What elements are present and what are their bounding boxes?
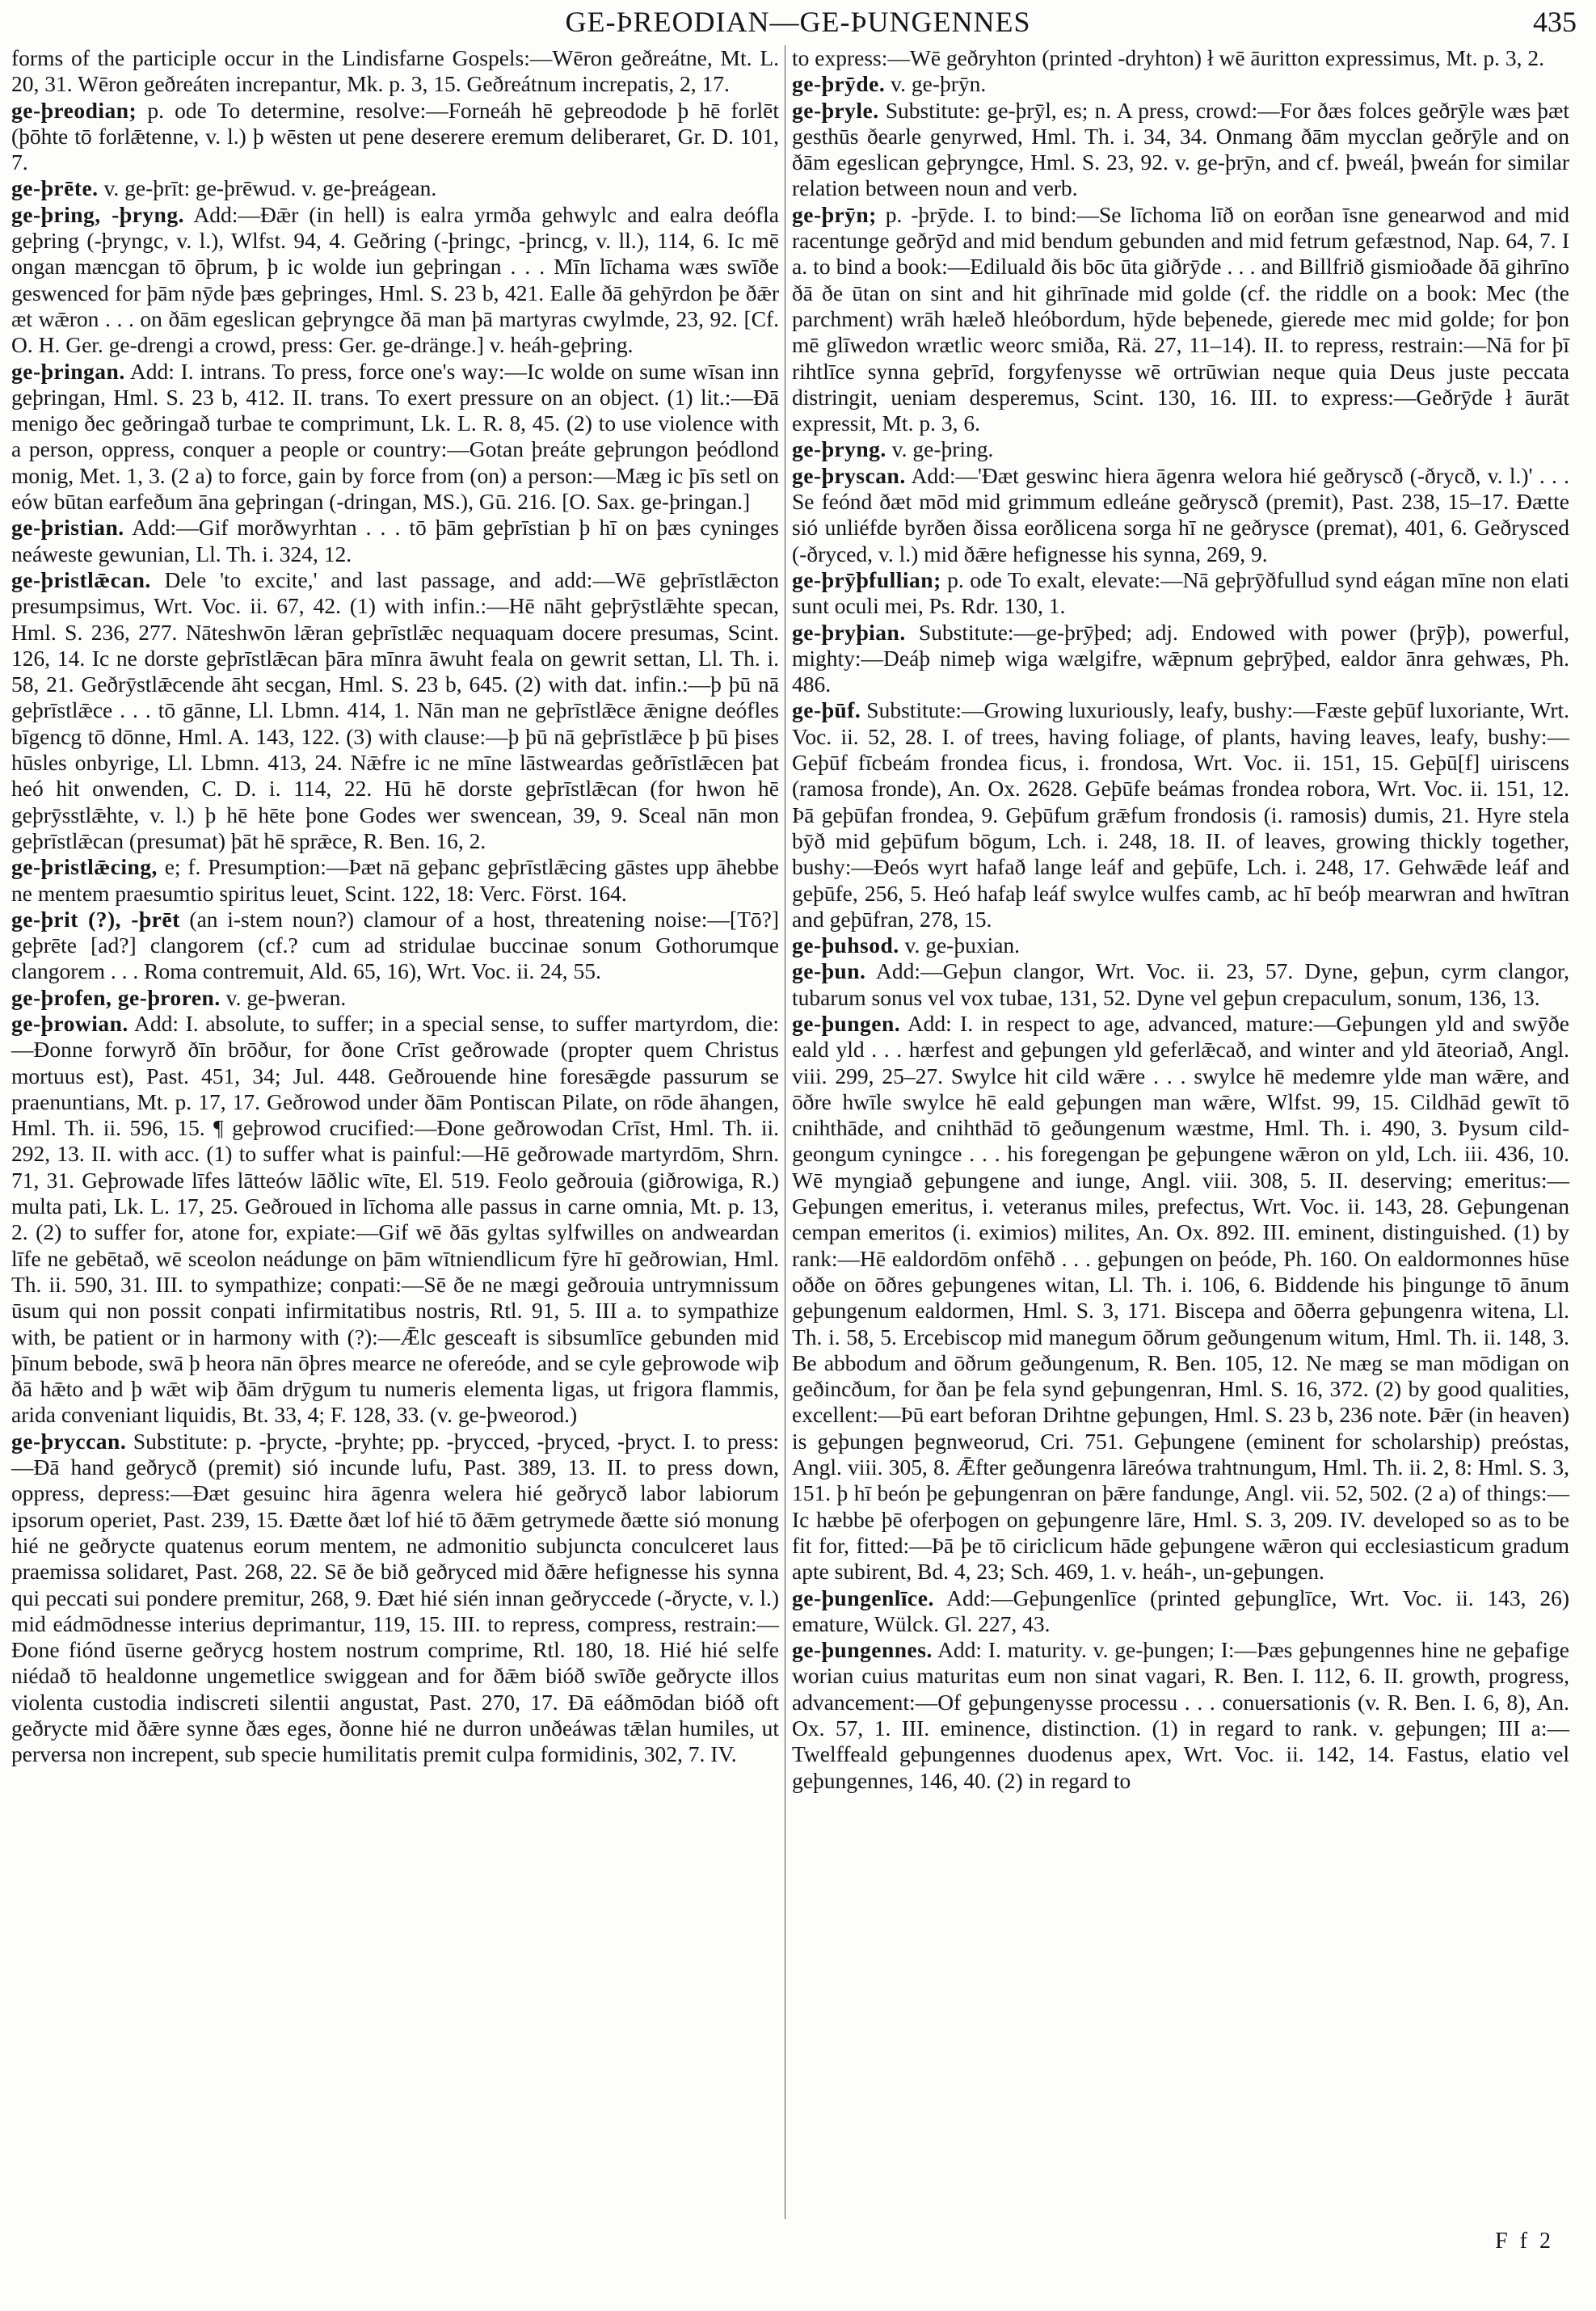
dictionary-entry [792,202,1569,437]
entry-body: v. ge-þring. [886,436,994,462]
entry-body: forms of the participle occur in the Lindisfarne Gospels:—Wēron geðreátne, Mt. L. 20, 31. Wēron geðreáten increpantur, Mk. p. 3, 15. Geðreátnum increpatis, 2, 17. [11,45,779,97]
dictionary-entry [11,567,779,854]
entry-headword: ge-þring, -þryng. [11,201,184,227]
dictionary-entry [11,1011,779,1429]
dictionary-entry [792,620,1569,698]
left-column [11,45,779,2227]
entry-body: p. ode To determine, resolve:—Forneáh hē geþreodode þ hē forlēt (þōhte tō forlǣtenne, v. l.) þ wēsten ut pene deserere eremum deliberaret, Gr. D. 101, 7. [11,97,779,175]
entry-body: Dele 'to excite,' and last passage, and add:—Wē geþrīstlǣcton presumpsimus, Wrt. Voc. ii. 67, 42. (1) with infin.:—Hē nāht geþrȳstlǣhte specan, Hml. S. 236, 277. Nāteshwōn lǣran geþrīstlǣc nequaquam docere presumas, Scint. 126, 14. Ic ne dorste geþrīstlǣcan þāra mīnra āwuht feala on gewrit settan, Ll. Th. i. 58, 21. Geðrȳstlǣcende āht secgan, Hml. S. 23 b, 645. (2) with dat. infin.:—þ þū nā geþrīstlǣce . . . tō gānne, Ll. Lbmn. 414, 1. Nān man ne geþrīstlǣce ǣnigne deófles bīgencg tō dōnne, Hml. A. 143, 122. (3) with clause:—þ þū nā geþrīstlǣce þ þū þises hūsles onbyrige, Ll. Lbmn. 413, 24. Nǣfre ic ne mīne lāstweardas geðrīstlǣcen þat heó hit onwenden, C. D. i. 114, 22. Hū hē dorste geþrīstlǣcan (for hwon hē geþrȳsstlǣhte, v. l.) þ hē hēte þone Godes wer swencean, 39, 9. Sceal nān mon geþrīstlǣcan (presumat) þāt hē sprǣce, R. Ben. 16, 2. [11,566,779,853]
entry-headword: ge-þūf. [792,697,861,723]
entry-headword: ge-þringan. [11,358,125,384]
entry-body: to express:—Wē geðryhton (printed -dryhton) ł wē āuritton expressimus, Mt. p. 3, 2. [792,45,1544,70]
entry-headword: ge-þungennes. [792,1637,933,1663]
entry-body: p. -þrȳde. I. to bind:—Se līchoma līð on eorðan īsne genearwod and mid racentunge geðrȳd and mid bendum gebunden and mid fetrum gefæstnod, Nap. 64, 7. I a. to bind a book:—Ediluald ðis bōc ūta giðrȳde . . . and Billfrið gismioðade ðā gihrīno ðā ðe ūtan on sint and hit gihrīnade mid golde (cf. the riddle on a book: Mec (the parchment) wrāh hæleð hleóbordum, hȳde beþenede, gierede mec mid golde; for þon mē glīwedon wrætlic weorc smiða, Rä. 27, 11–14). II. to repress, restrain:—Nā for þī rihtlīce synna geþrīd, forgyfenysse wē ortrūwian neque quia Deus juste peccata distringit, ueniam desperemus, Scint. 130, 16. III. to express:—Geðrȳde ł āurāt expressit, Mt. p. 3, 6. [792,201,1569,436]
entry-headword: ge-þryng. [792,436,886,462]
entry-body: Add: I. intrans. To press, force one's way:—Ic wolde on sume wīsan inn geþringan, Hml. S. 23 b, 412. II. trans. To exert pressure on an object. (1) lit.:—Ðā menigo ðec geðringað turbae te comprimunt, Lk. L. R. 8, 45. (2) to use violence with a person, oppress, conquer a people or country:—Gotan þreáte geþrungon þeódlond monig, Met. 1, 3. (2 a) to force, gain by force from (on) a person:—Mæg ic þīs setl on eów būtan earfeðum āna geþringan (-dringan, MS.), Gū. 216. [O. Sax. ge-þringan.] [11,358,779,515]
entry-body: v. ge-þweran. [220,984,347,1010]
entry-body: Substitute:—Growing luxuriously, leafy, bushy:—Fæste geþūf luxoriante, Wrt. Voc. ii. 52, 28. I. of trees, having foliage, of plants, having leaves, leafy, bushy:—Geþūf fīcbeám frondea ficus, i. frondosa, Wrt. Voc. ii. 151, 15. Geþū[f] uiriscens (ramosa fronde), An. Ox. 2628. Geþūfe beámas frondea robora, Wrt. Voc. ii. 151, 12. Þā geþūfan frondea, 9. Geþūfum grǣfum frondosis (i. ramosis) dumis, 21. Hyre stela bȳð mid geþūfum bōgum, Lch. i. 248, 18. II. of leaves, growing thickly together, bushy:—Ðeós wyrt hafað lange leáf and geþūfe, Lch. i. 248, 17. Gehwǣde leáf and geþūfe, 256, 5. Heó hafaþ leáf swylce wulfes camb, ac hī beóþ mearwran and hwītran and geþūfran, 278, 15. [792,697,1569,932]
dictionary-entry [792,697,1569,932]
entry-body: Add:—Gif morðwyrhtan . . . tō þām geþrīstian þ hī on þæs cyninges neáweste gewunian, Ll. Th. i. 324, 12. [11,515,779,566]
entry-body: v. ge-þrȳn. [885,71,987,97]
entry-body: v. ge-þrīt: ge-þrēwud. v. ge-þreágean. [98,175,437,201]
entry-headword: ge-þrowian. [11,1010,128,1036]
dictionary-entry [11,98,779,176]
entry-headword: ge-þristlǣcan. [11,566,151,592]
dictionary-entry [792,45,1569,71]
entry-headword: ge-þristlǣcing, [11,854,158,880]
dictionary-entry [792,567,1569,620]
entry-body: Add:—'Ðæt geswinc hiera āgenra welora hié geðryscð (-ðrycð, v. l.)' . . . Se feónd ðæt mōd mid grimmum edleáne geðryscð (premit), Past. 238, 15–17. Ðætte sió unliéfde byrðen ðissa eorðlicena sorga hī ne geðrysce (premat), 401, 6. Geðrysced (-ðryced, v. l.) mid ðǣre hefignesse his synna, 269, 9. [792,462,1569,566]
entry-headword: ge-þrofen, ge-þroren. [11,984,221,1010]
entry-body: Add: I. maturity. v. ge-þungen; I:—Þæs geþungennes hine ne geþafige worian cuius maturitas eum non sinat vagari, R. Ben. I. 112, 6. II. growth, progress, advancement:—Of geþungenysse processu . . . conuersationis (v. R. Ben. I. 6, 8), An. Ox. 57, 1. III. eminence, distinction. (1) in regard to rank. v. geþungen; III a:—Twelffeald geþungennes duodenus apex, Wrt. Voc. ii. 142, 14. Fastus, elatio vel geþungennes, 146, 40. (2) in regard to [792,1637,1569,1793]
entry-body: Substitute: ge-þrȳl, es; n. A press, crowd:—For ðæs folces geðrȳle wæs þæt gesthūs ðearle genyrwed, Hml. Th. i. 34, 34. Onmang ðām mycclan geðrȳle and on ðām egeslican geþryngce, Hml. S. 23, 92. v. ge-þrȳn, and cf. þweál, þweán for similar relation between noun and verb. [792,97,1569,201]
entry-body: Add:—Geþun clangor, Wrt. Voc. ii. 23, 57. Dyne, geþun, cyrm clangor, tubarum sonus vel vox tubae, 131, 52. Dyne vel geþun crepaculum, sonum, 136, 13. [792,958,1569,1010]
dictionary-entry [792,932,1569,958]
entry-headword: ge-þun. [792,958,866,984]
entry-headword: ge-þungenlīce. [792,1585,934,1610]
entry-headword: ge-þreodian; [11,97,137,123]
entry-headword: ge-þrȳþfullian; [792,566,941,592]
entry-headword: ge-þryle. [792,97,879,123]
entry-body: v. ge-þuxian. [899,932,1021,958]
entry-body: p. ode To exalt, elevate:—Nā geþrȳðfullud synd eágan mīne non elati sunt oculi mei, Ps. Rdr. 130, 1. [792,566,1569,619]
header-title: GE-ÞREODIAN—GE-ÞUNGENNES [565,6,1031,38]
entry-headword: ge-þrȳde. [792,71,886,97]
entry-body: e; f. Presumption:—Þæt nā geþanc geþrīstlǣcing gāstes upp āhebbe ne mentem praesumtio spiritus leuet, Scint. 122, 18: Verc. Först. 164. [11,854,779,906]
entry-body: Add:—Geþungenlīce (printed geþunglīce, Wrt. Voc. ii. 143, 26) emature, Wülck. Gl. 227, 43. [792,1585,1569,1636]
dictionary-entry [11,515,779,567]
entry-headword: ge-þrȳn; [792,201,877,227]
entry-body: Add: I. in respect to age, advanced, mature:—Geþungen yld and swȳðe eald yld . . . hærfest and geþungen yld geferlǣcað, and winter and yld āteoriað, Angl. viii. 299, 25–27. Swylce hit cild wǣre . . . swylce hē medemre ylde man wǣre, and ōðre hwīle swylce hē eald geþungen man wǣre, Wlfst. 99, 15. Cildhād gewīt tō cnihthāde, and cnihthād tō geðungenum wæstme, Hml. Th. i. 490, 3. Þysum cild-geongum cyningce . . . his foregengan þe geþungene wǣron on yld, Lch. iii. 436, 10. Wē myngiað geþungene and iunge, Angl. viii. 308, 5. II. deserving; emeritus:—Geþungen emeritus, i. veteranus miles, prefectus, Wrt. Voc. ii. 143, 28. Geþungenan cempan emeritos (i. eximios) milites, An. Ox. 892. III. eminent, distinguished. (1) by rank:—Hē ealdordōm onfēhð . . . geþungen on þeóde, Ph. 160. On ealdormonnes hūse oððe on ōðres geþungenes witan, Ll. Th. i. 106, 6. Biddende his þingunge tō ānum geþungenum ealdormen, Hml. S. 3, 171. Biscepa and ōðerra geþungenra witena, Ll. Th. i. 58, 5. Ercebiscop mid manegum ōðrum geðungenum witum, Hml. Th. ii. 148, 3. Be abbodum and ōðrum geðungenum, R. Ben. 105, 12. Ne mæg se man mōdigan on geðincðum, for ðan þe fela synd geþungenran, Hml. S. 16, 372. (2) by good qualities, excellent:—Þū eart beforan Drihtne geþungen, Hml. S. 23 b, 236 note. Þǣr (in heaven) is geþungen þegnweorud, Cri. 751. Geþungene (eminent for scholarship) preóstas, Angl. viii. 305, 8. Ǣfter geðungenra lāreówa trahtnungum, Hml. Th. ii. 2, 8: Hml. S. 3, 151. þ hī beón þe geþungenran on þǣre fandunge, Angl. vii. 52, 502. (2 a) of things:—Ic hæbbe þē oferþogen on geþungenre lāre, Hml. S. 3, 209. IV. developed so as to be fit for, fitted:—Þā þe tō ciriclicum hāde geþungene wǣron qui ecclesiasticum gradum apte subirent, Bd. 4, 23; Sch. 469, 1. v. heáh-, un-geþungen. [792,1010,1569,1585]
dictionary-entry [11,1429,779,1768]
entry-headword: ge-þrit (?), -þrēt [11,906,180,932]
dictionary-entry [792,958,1569,1011]
page-number: 435 [1533,6,1577,38]
dictionary-entry [792,98,1569,202]
dictionary-entry [792,436,1569,462]
dictionary-entry [11,907,779,985]
dictionary-entry [11,45,779,98]
dictionary-entry [792,463,1569,567]
entry-headword: ge-þryþian. [792,619,906,645]
entry-body: Substitute:—ge-þrȳþed; adj. Endowed with power (þrȳþ), powerful, mighty:—Deáþ nimeþ wiga wælgifre, wǣpnum geþrȳþed, ealdor ānra gehwæs, Ph. 486. [792,619,1569,697]
dictionary-entry [792,1637,1569,1794]
dictionary-entry [11,359,779,516]
entry-headword: ge-þungen. [792,1010,901,1036]
entry-headword: ge-þuhsod. [792,932,899,958]
entry-body: Substitute: p. -þrycte, -þryhte; pp. -þrycced, -þryced, -þryct. I. to press:—Ðā hand geðrycð (premit) sió incunde lufu, Past. 389, 13. II. to press down, oppress, depress:—Ðæt gesuinc hira āgenra welera hié geðrycð labor labiorum ipsorum operiet, Past. 239, 15. Ðætte ðæt lof hié tō ðǣm getrymede ðætte sió monung hié ne geðrycte quatenus eorum mentem, ne admonitio subjuncta conculceret laus praemissa solidaret, Past. 268, 22. Sē ðe bið geðryced mid ðǣre hefignesse his synna qui peccati sui pondere premitur, 268, 9. Ðæt hié sién innan geðryccede (-ðrycte, v. l.) mid eádmōdnesse interius deprimantur, 119, 15. III. to repress, compress, restrain:—Ðone fiónd ūserne geðrycg hostem nostrum comprime, Rtl. 180, 18. Hié hié selfe niédað tō healdonne ungemetlice swiggean and for ðǣm bióð swīðe geðrycte illos violenta custodia indiscreti silentii angustat, Past. 270, 17. Ðā eáðmōdan bióð oft geðrycte mid ðǣre synne ðæs eges, ðonne hié ne durron unðeáwas tǣlan humiles, ut perversa non increpent, sub specie humilitatis premit culpa formidinis, 302, 7. IV. [11,1428,779,1767]
right-column [792,45,1569,2227]
entry-headword: ge-þrēte. [11,175,99,201]
dictionary-entry [792,1011,1569,1585]
entry-headword: ge-þryccan. [11,1428,127,1454]
entry-headword: ge-þristian. [11,515,124,541]
entry-body: Add:—Ðǣr (in hell) is ealra yrmða gehwylc and ealra deófla geþring (-þryngc, v. l.), Wlfst. 94, 4. Geðring (-þringc, -þrincg, v. ll.), 114, 6. Ic mē ongan mæncgan tō ōþrum, þ ic wolde iun geþringan . . . Mīn līchama wæs swīðe geswenced for þām nȳde þæs geþringes, Hml. S. 23 b, 421. Ealle ðā gehȳrdon þe ðǣr æt wǣron . . . on ðām egeslican geþryngce ðā man þā martyras cwylmde, 23, 92. [Cf. O. H. Ger. ge-drengi a crowd, press: Ger. ge-dränge.] v. heáh-geþring. [11,201,780,358]
entry-body: Add: I. absolute, to suffer; in a special sense, to suffer martyrdom, die:—Ðonne forwyrð ðīn brōður, for ðone Crīst geðrowade (propter quem Christus mortuus est), Past. 451, 34; Jul. 448. Geðrouende hine foresǣgde passurum se praenuntians, Mt. p. 17, 17. Geðrowod under ðām Pontiscan Pilate, on rōde āhangen, Hml. Th. ii. 596, 15. ¶ geþrowod crucified:—Ðone geðrowodan Crīst, Hml. Th. ii. 292, 13. II. with acc. (1) to suffer what is painful:—Hē geðrowade martyrdōm, Shrn. 71, 31. Geþrowade līfes lātteów lāðlic wīte, El. 519. Feolo geðrouia (giðrowiga, R.) multa pati, Lk. L. 17, 25. Geðroued in līchoma alle passus in carne omnia, Mt. p. 13, 2. (2) to suffer for, atone for, expiate:—Gif wē ðās gyltas sylfwilles on andweardan līfe ne gebētað, wē sceolon neádunge on þām wītniendlicum fȳre hī geðrowian, Hml. Th. ii. 590, 31. III. to sympathize; conpati:—Sē ðe ne mægi geðrouia untrymnissum ūsum qui non possit conpati infirmitatibus nostris, Rtl. 91, 5. III a. to sympathize with, be patient or in harmony with (?):—Ǣlc gesceaft is sibsumlīce gebunden mid þīnum bebode, swā þ heora nān ōþres mearce ne ofereóde, and se cyle geþrowode wiþ ðā hǣto and þ wǣt wiþ ðām drȳgum tu numeris elementa ligas, ut frigora flammis, arida conveniant liquidis, Bt. 33, 4; F. 128, 33. (v. ge-þweorod.) [11,1010,779,1428]
dictionary-entry [792,71,1569,97]
entry-body: (an i-stem noun?) clamour of a host, threatening noise:—[Tō?] geþrēte [ad?] clangorem (cf.? cum ad stridulae buccinae sonum Gothorumque clangorem . . . Roma contremuit, Ald. 65, 16), Wrt. Voc. ii. 24, 55. [11,906,779,984]
dictionary-entry [792,1585,1569,1638]
running-header [0,5,1596,40]
dictionary-entry [11,854,779,907]
dictionary-entry [11,175,779,201]
dictionary-entry [11,985,779,1011]
signature-mark: F f 2 [1495,2229,1554,2254]
entry-headword: ge-þryscan. [792,462,906,488]
dictionary-entry [11,202,779,359]
